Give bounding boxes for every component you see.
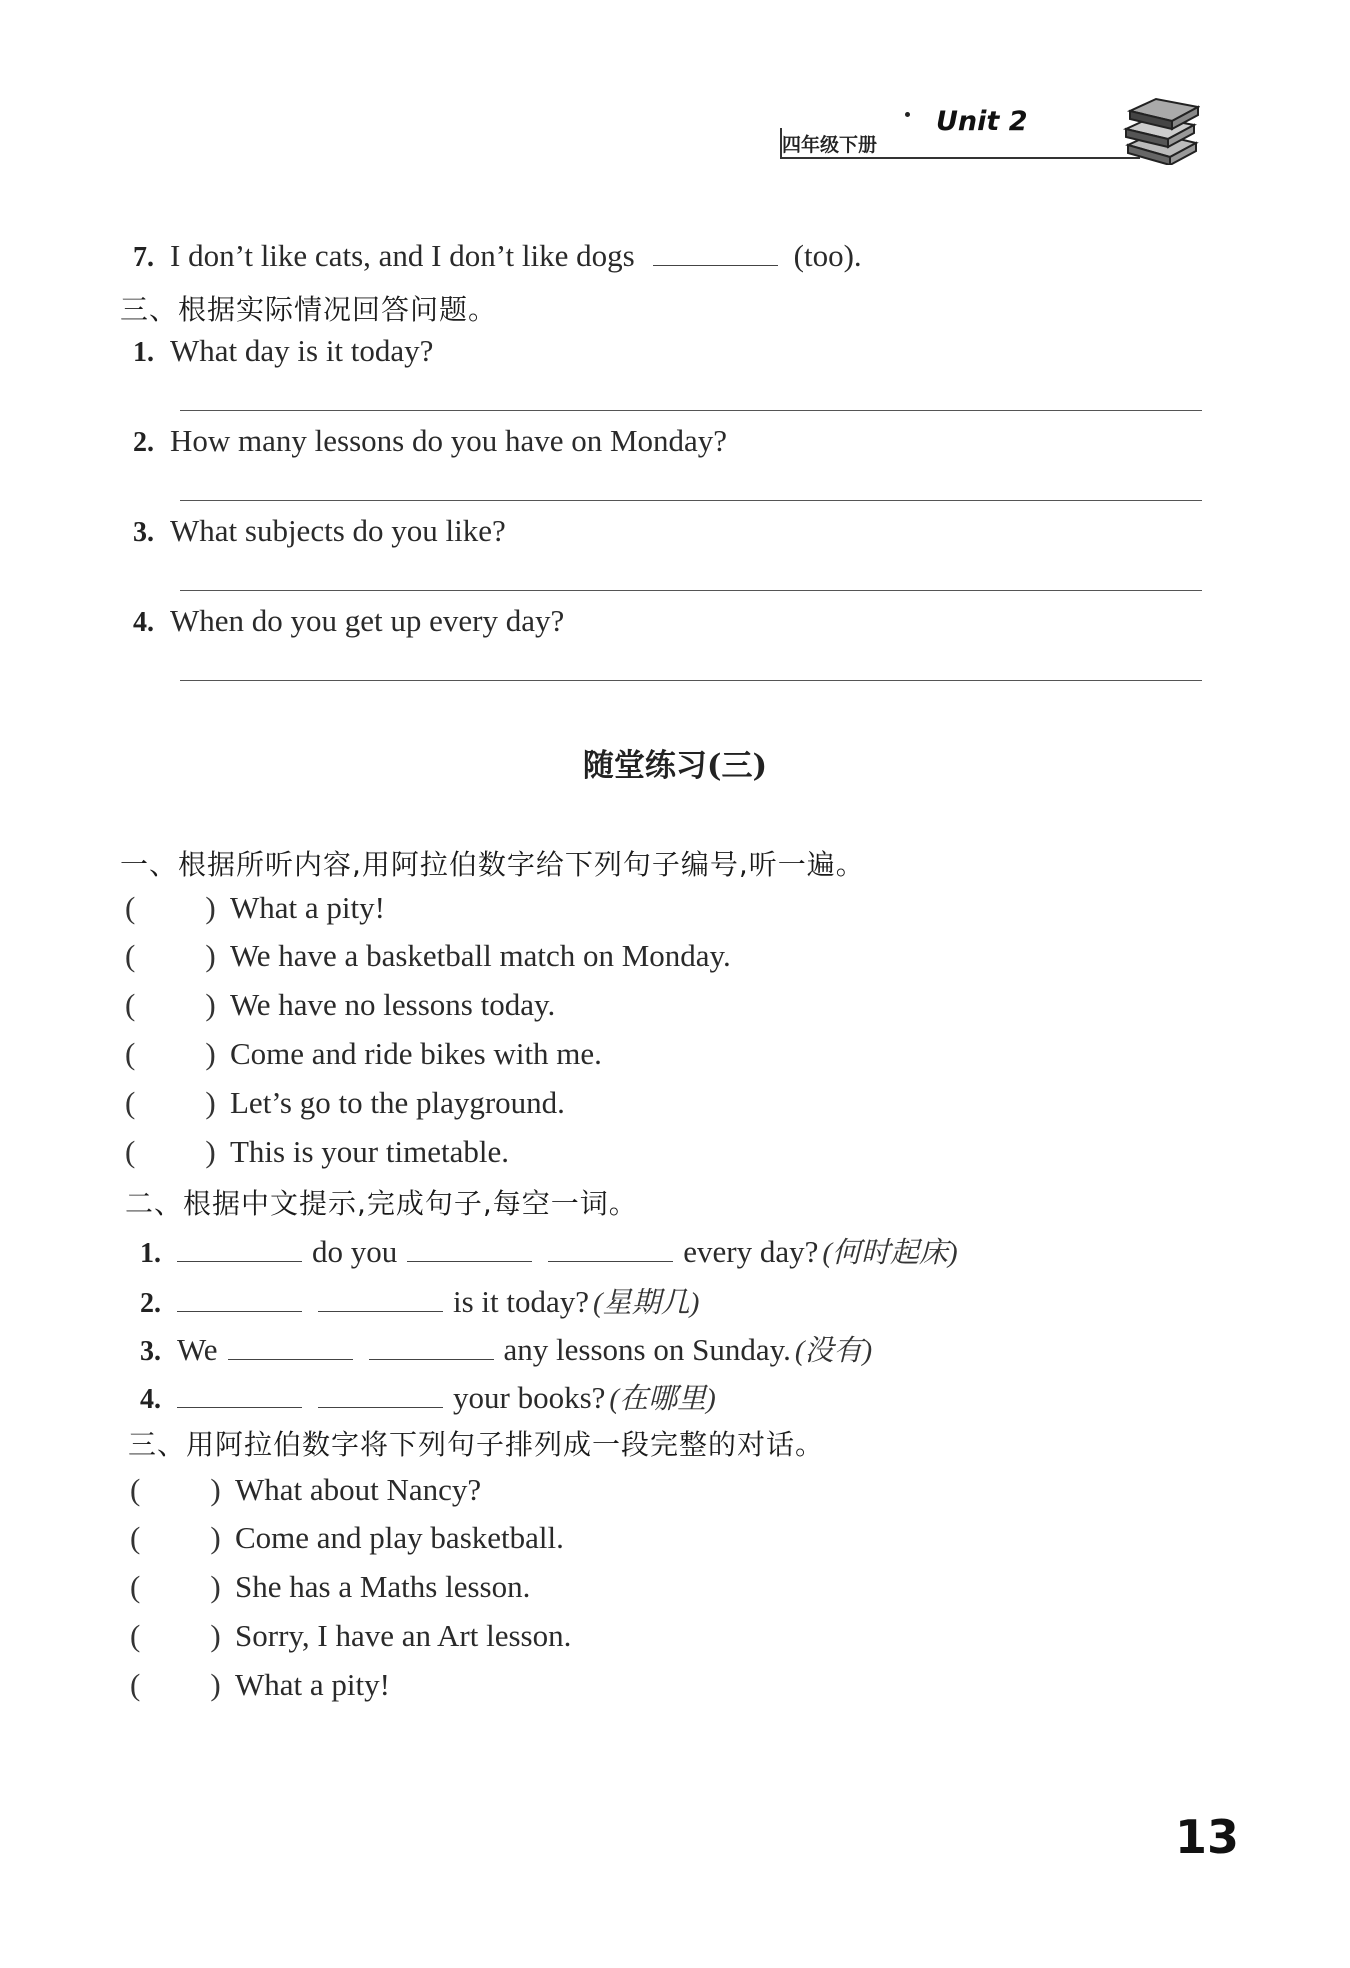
sentence: What a pity! bbox=[235, 1667, 390, 1702]
numbering-slot[interactable]: ( ) bbox=[125, 1085, 216, 1120]
question-text: We bbox=[177, 1332, 218, 1367]
question-7 bbox=[133, 238, 862, 274]
fill-item bbox=[140, 1280, 699, 1321]
answer-blank[interactable] bbox=[177, 1237, 302, 1262]
question-text: What day is it today? bbox=[170, 333, 434, 368]
fill-item bbox=[140, 1376, 716, 1417]
numbering-slot[interactable]: ( ) bbox=[125, 1036, 216, 1071]
part-c-title: 三、用阿拉伯数字将下列句子排列成一段完整的对话。 bbox=[128, 1428, 825, 1461]
answer-blank[interactable] bbox=[177, 1383, 302, 1408]
part-b-title: 二、根据中文提示,完成句子,每空一词。 bbox=[125, 1187, 638, 1220]
sentence: Come and ride bikes with me. bbox=[230, 1036, 602, 1071]
question-text: How many lessons do you have on Monday? bbox=[170, 423, 728, 458]
sentence: What about Nancy? bbox=[235, 1472, 482, 1507]
question-number: 3. bbox=[133, 517, 154, 548]
header-dot bbox=[905, 112, 910, 117]
hint-text: (too). bbox=[793, 238, 862, 273]
question-item bbox=[133, 423, 727, 459]
question-text: When do you get up every day? bbox=[170, 603, 565, 638]
ordering-slot[interactable]: ( ) bbox=[130, 1667, 221, 1702]
question-number: 2. bbox=[140, 1288, 161, 1319]
question-number: 1. bbox=[140, 1238, 161, 1269]
chinese-hint: (何时起床) bbox=[822, 1237, 958, 1269]
books-icon bbox=[1120, 95, 1200, 170]
answer-blank[interactable] bbox=[548, 1237, 673, 1262]
question-number: 3. bbox=[140, 1336, 161, 1367]
question-number: 2. bbox=[133, 427, 154, 458]
question-text: every day? bbox=[683, 1234, 819, 1269]
sentence: We have a basketball match on Monday. bbox=[230, 938, 731, 973]
unit-label: Unit 2 bbox=[936, 106, 1028, 137]
chinese-hint: (没有) bbox=[794, 1335, 873, 1367]
ordering-slot[interactable]: ( ) bbox=[130, 1618, 221, 1653]
sentence: She has a Maths lesson. bbox=[235, 1569, 531, 1604]
fill-item bbox=[140, 1230, 958, 1271]
question-number: 4. bbox=[133, 607, 154, 638]
answer-blank[interactable] bbox=[369, 1335, 494, 1360]
question-text: What subjects do you like? bbox=[170, 513, 506, 548]
question-item bbox=[133, 603, 564, 639]
sentence: Come and play basketball. bbox=[235, 1520, 564, 1555]
sentence: We have no lessons today. bbox=[230, 987, 556, 1022]
answer-blank[interactable] bbox=[318, 1383, 443, 1408]
ordering-slot[interactable]: ( ) bbox=[130, 1569, 221, 1604]
answer-line[interactable] bbox=[180, 500, 1202, 501]
question-text: is it today? bbox=[453, 1284, 590, 1319]
sentence: What a pity! bbox=[230, 890, 385, 925]
sentence: This is your timetable. bbox=[230, 1134, 509, 1169]
question-text: I don’t like cats, and I don’t like dogs bbox=[170, 238, 635, 273]
question-item bbox=[133, 333, 433, 369]
question-number: 4. bbox=[140, 1384, 161, 1415]
question-number: 7. bbox=[133, 242, 154, 273]
answer-blank[interactable] bbox=[653, 241, 778, 266]
question-text: your books? bbox=[453, 1380, 606, 1415]
exercise-title: 随堂练习(三) bbox=[582, 748, 768, 784]
header-rule bbox=[780, 157, 1140, 159]
page-number: 13 bbox=[1175, 1810, 1240, 1864]
sentence: Let’s go to the playground. bbox=[230, 1085, 565, 1120]
numbering-slot[interactable]: ( ) bbox=[125, 938, 216, 973]
question-text: do you bbox=[312, 1234, 398, 1269]
grade-label: 四年级下册 bbox=[782, 134, 878, 156]
answer-blank[interactable] bbox=[318, 1287, 443, 1312]
answer-blank[interactable] bbox=[228, 1335, 353, 1360]
numbering-slot[interactable]: ( ) bbox=[125, 1134, 216, 1169]
sentence: Sorry, I have an Art lesson. bbox=[235, 1618, 572, 1653]
part-a-title: 一、根据所听内容,用阿拉伯数字给下列句子编号,听一遍。 bbox=[120, 848, 865, 881]
answer-blank[interactable] bbox=[407, 1237, 532, 1262]
answer-line[interactable] bbox=[180, 410, 1202, 411]
question-number: 1. bbox=[133, 337, 154, 368]
chinese-hint: (在哪里) bbox=[609, 1383, 716, 1415]
ordering-slot[interactable]: ( ) bbox=[130, 1520, 221, 1555]
numbering-slot[interactable]: ( ) bbox=[125, 987, 216, 1022]
section-3-title: 三、根据实际情况回答问题。 bbox=[120, 293, 498, 326]
question-item bbox=[133, 513, 506, 549]
question-text: any lessons on Sunday. bbox=[503, 1332, 791, 1367]
answer-line[interactable] bbox=[180, 590, 1202, 591]
ordering-slot[interactable]: ( ) bbox=[130, 1472, 221, 1507]
numbering-slot[interactable]: ( ) bbox=[125, 890, 216, 925]
chinese-hint: (星期几) bbox=[593, 1287, 700, 1319]
fill-item bbox=[140, 1328, 872, 1369]
answer-blank[interactable] bbox=[177, 1287, 302, 1312]
answer-line[interactable] bbox=[180, 680, 1202, 681]
